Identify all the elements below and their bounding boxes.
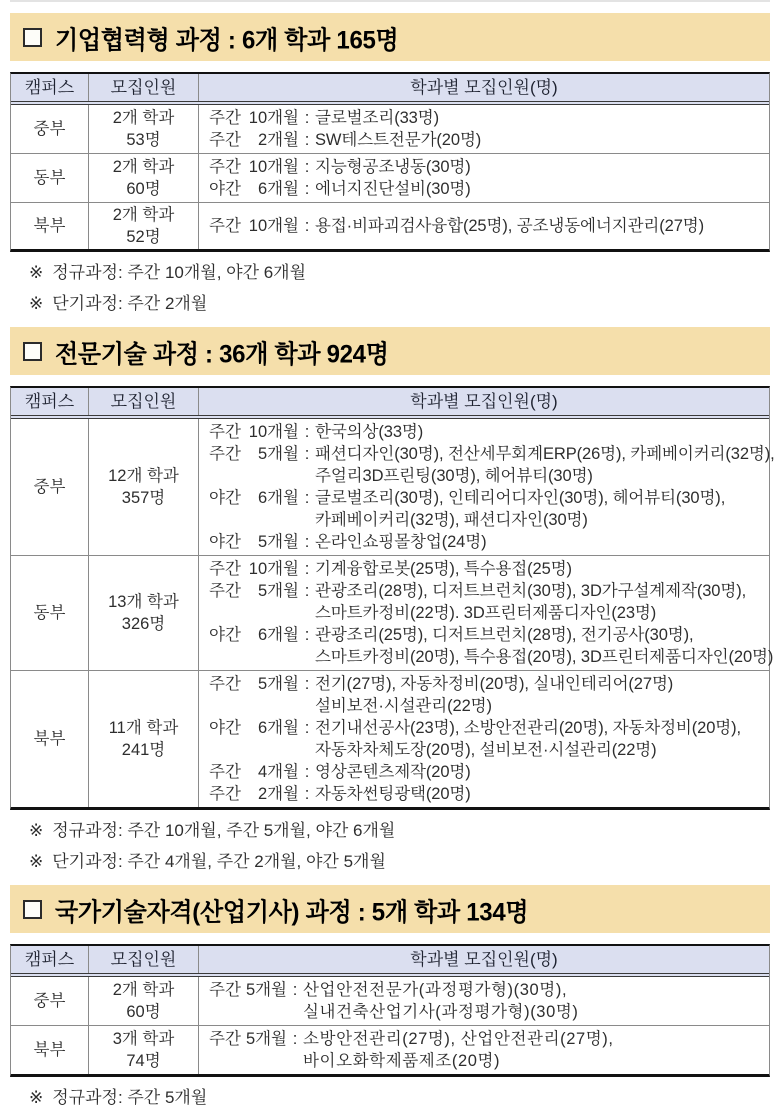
- departments-cell: [199, 203, 769, 249]
- schedule-departments: 소방안전관리(27명), 산업안전관리(27명),: [303, 1030, 614, 1048]
- schedule-line: [209, 1050, 765, 1072]
- capacity-cell: [89, 1026, 199, 1074]
- section-title: 국가기술자격(산업기사) 과정 : 5개 학과 134명: [55, 898, 529, 927]
- schedule-duration: [209, 624, 299, 646]
- schedule-line: [209, 421, 775, 443]
- schedule-line: [209, 673, 765, 695]
- schedule-line: [209, 646, 773, 668]
- schedule-shift: 야간: [209, 180, 241, 198]
- column-header-capacity: 모집인원: [89, 388, 199, 415]
- capacity-cell: [89, 419, 199, 555]
- schedule-departments: 에너지진단설비(30명): [315, 180, 471, 198]
- note-text: 단기과정: 주간 2개월: [52, 294, 208, 313]
- table-row: [11, 202, 769, 249]
- schedule-shift: 주간: [209, 675, 241, 693]
- reference-mark-icon: ※: [29, 294, 44, 313]
- campus-cell: [11, 1026, 89, 1074]
- schedule-months: 6개월: [257, 489, 299, 507]
- table-row: [11, 977, 769, 1025]
- capacity-cell: [89, 977, 199, 1025]
- schedule-colon: :: [304, 109, 310, 127]
- column-header-campus: 캠퍼스: [11, 74, 89, 101]
- table-row: [11, 153, 769, 202]
- campus-name: 동부: [33, 604, 66, 622]
- schedule-colon: :: [304, 423, 310, 441]
- schedule-duration: [209, 531, 299, 553]
- departments-cell: [199, 977, 769, 1025]
- schedule-departments: 실내건축산업기사(과정평가형)(30명): [303, 1003, 579, 1021]
- table-row: [11, 105, 769, 153]
- reference-mark-icon: ※: [29, 263, 44, 282]
- schedule-months: 10개월: [248, 423, 299, 441]
- schedule-departments: 온라인쇼핑몰창업(24명): [315, 533, 487, 551]
- column-header-campus: 캠퍼스: [11, 388, 89, 415]
- capacity-departments: 2개 학과: [112, 109, 175, 127]
- campus-name: 중부: [33, 120, 66, 138]
- schedule-shift: 주간: [209, 1030, 241, 1048]
- column-header-departments: 학과별 모집인원(명): [410, 78, 558, 97]
- schedule-line: [209, 602, 773, 624]
- recruitment-table: [10, 944, 770, 1077]
- table-row: [11, 670, 769, 807]
- campus-cell: [11, 203, 89, 249]
- schedule-colon: :: [304, 719, 310, 737]
- section-notes: [10, 1087, 770, 1109]
- section-title: 기업협력형 과정 : 6개 학과 165명: [55, 26, 399, 55]
- schedule-colon: :: [304, 560, 310, 578]
- schedule-line: [209, 465, 775, 487]
- schedule-months: 6개월: [257, 626, 299, 644]
- table-row: [11, 419, 775, 555]
- table-header-row: [11, 74, 769, 105]
- schedule-months: 5개월: [245, 981, 287, 999]
- table-header-row: [11, 388, 769, 419]
- schedule-shift: 야간: [209, 626, 241, 644]
- schedule-shift: 주간: [209, 109, 241, 127]
- column-header-campus: 캠퍼스: [11, 946, 89, 973]
- table-row: [11, 1025, 769, 1074]
- capacity-cell: [89, 105, 199, 153]
- schedule-line: [209, 107, 765, 129]
- schedule-line: [209, 717, 765, 739]
- capacity-students: 60명: [126, 1003, 161, 1021]
- schedule-months: 2개월: [257, 131, 299, 149]
- column-header-departments: 학과별 모집인원(명): [410, 392, 558, 411]
- note-line: [29, 1087, 770, 1109]
- schedule-departments: 카페베이커리(32명), 패션디자인(30명): [315, 511, 588, 529]
- capacity-cell: [89, 154, 199, 202]
- schedule-departments: 자동차썬팅광택(20명): [315, 785, 471, 803]
- schedule-duration: [209, 107, 299, 129]
- schedule-shift: 주간: [209, 445, 241, 463]
- schedule-colon: :: [304, 158, 310, 176]
- column-header-capacity: 모집인원: [89, 74, 199, 101]
- schedule-duration: [209, 421, 299, 443]
- schedule-departments: 산업안전전문가(과정평가형)(30명),: [303, 981, 568, 999]
- schedule-colon: :: [304, 533, 310, 551]
- schedule-departments: 패션디자인(30명), 전산세무회계ERP(26명), 카페베이커리(32명),: [315, 445, 775, 463]
- schedule-line: [209, 178, 765, 200]
- campus-cell: [11, 977, 89, 1025]
- note-text: 단기과정: 주간 4개월, 주간 2개월, 야간 5개월: [52, 852, 386, 871]
- campus-cell: [11, 671, 89, 807]
- departments-cell: [199, 1026, 769, 1074]
- schedule-departments: 한국의상(33명): [315, 423, 424, 441]
- recruitment-table: [10, 72, 770, 252]
- schedule-duration: [209, 215, 299, 237]
- schedule-duration: [209, 783, 299, 805]
- schedule-colon: :: [304, 763, 310, 781]
- schedule-shift: 주간: [209, 158, 241, 176]
- schedule-departments: 바이오화학제품제조(20명): [303, 1052, 501, 1070]
- departments-cell: [199, 419, 779, 555]
- schedule-line: [209, 531, 775, 553]
- schedule-shift: 야간: [209, 719, 241, 737]
- section-title-bar: [10, 327, 770, 375]
- schedule-line: [209, 624, 773, 646]
- campus-cell: [11, 154, 89, 202]
- capacity-cell: [89, 671, 199, 807]
- schedule-months: 5개월: [257, 582, 299, 600]
- schedule-colon: :: [304, 626, 310, 644]
- schedule-duration: [209, 487, 299, 509]
- table-row: [11, 555, 774, 670]
- capacity-departments: 2개 학과: [112, 981, 175, 999]
- schedule-line: [209, 739, 765, 761]
- schedule-line: [209, 129, 765, 151]
- campus-name: 중부: [33, 992, 66, 1010]
- schedule-shift: 주간: [209, 217, 241, 235]
- schedule-duration: [209, 673, 299, 695]
- departments-cell: [199, 671, 769, 807]
- capacity-cell: [89, 203, 199, 249]
- schedule-shift: 주간: [209, 763, 241, 781]
- table-body: [11, 977, 769, 1074]
- schedule-duration: [209, 443, 299, 465]
- capacity-students: 241명: [121, 741, 166, 759]
- schedule-duration: [209, 580, 299, 602]
- schedule-months: 5개월: [257, 533, 299, 551]
- schedule-colon: :: [304, 675, 310, 693]
- schedule-months: 6개월: [257, 180, 299, 198]
- capacity-students: 357명: [121, 489, 166, 507]
- schedule-shift: 주간: [209, 582, 241, 600]
- campus-name: 북부: [33, 1041, 66, 1059]
- schedule-departments: 용접·비파괴검사융합(25명), 공조냉동에너지관리(27명): [315, 217, 705, 235]
- section-title: 전문기술 과정 : 36개 학과 924명: [55, 340, 389, 369]
- schedule-months: 5개월: [257, 445, 299, 463]
- schedule-departments: 관광조리(28명), 디저트브런치(30명), 3D가구설계제작(30명),: [315, 582, 747, 600]
- section-notes: [10, 820, 770, 873]
- schedule-shift: 주간: [209, 560, 241, 578]
- note-line: [29, 293, 770, 315]
- schedule-colon: :: [304, 582, 310, 600]
- schedule-departments: 스마트카정비(20명), 특수용접(20명), 3D프린터제품디자인(20명): [315, 648, 774, 666]
- schedule-months: 5개월: [245, 1030, 287, 1048]
- schedule-departments: 설비보전·시설관리(22명): [315, 697, 492, 715]
- section-title-bar: [10, 13, 770, 61]
- schedule-line: [209, 783, 765, 805]
- note-text: 정규과정: 주간 10개월, 야간 6개월: [52, 263, 307, 282]
- schedule-colon: :: [304, 489, 310, 507]
- table-body: [11, 105, 769, 249]
- recruitment-table: [10, 386, 775, 810]
- capacity-departments: 2개 학과: [112, 206, 175, 224]
- schedule-line: [209, 558, 773, 580]
- schedule-departments: 전기내선공사(23명), 소방안전관리(20명), 자동차정비(20명),: [315, 719, 742, 737]
- campus-name: 북부: [33, 217, 66, 235]
- note-line: [29, 851, 770, 873]
- schedule-departments: 주얼리3D프린팅(30명), 헤어뷰티(30명): [315, 467, 593, 485]
- note-line: [29, 820, 770, 842]
- table-body: [11, 419, 775, 807]
- schedule-line: [209, 156, 765, 178]
- schedule-duration: [209, 129, 299, 151]
- schedule-duration: [209, 717, 299, 739]
- schedule-shift: 야간: [209, 533, 241, 551]
- campus-cell: [11, 556, 89, 670]
- schedule-colon: :: [304, 180, 310, 198]
- schedule-duration: [209, 178, 299, 200]
- schedule-duration: [209, 156, 299, 178]
- schedule-departments: 글로벌조리(30명), 인테리어디자인(30명), 헤어뷰티(30명),: [315, 489, 726, 507]
- column-header-capacity: 모집인원: [89, 946, 199, 973]
- schedule-line: [209, 509, 775, 531]
- schedule-months: 2개월: [257, 785, 299, 803]
- schedule-months: 10개월: [248, 560, 299, 578]
- note-text: 정규과정: 주간 5개월: [52, 1088, 208, 1107]
- schedule-departments: 스마트카정비(22명). 3D프린터제품디자인(23명): [315, 604, 657, 622]
- departments-cell: [199, 105, 769, 153]
- schedule-departments: 글로벌조리(33명): [315, 109, 439, 127]
- note-line: [29, 262, 770, 284]
- course-section: [10, 885, 770, 1109]
- schedule-departments: 관광조리(25명), 디저트브런치(28명), 전기공사(30명),: [315, 626, 694, 644]
- capacity-departments: 3개 학과: [112, 1030, 175, 1048]
- schedule-months: 4개월: [257, 763, 299, 781]
- schedule-duration: [209, 761, 299, 783]
- course-section: [10, 327, 775, 873]
- schedule-months: 10개월: [248, 109, 299, 127]
- schedule-shift: 주간: [209, 423, 241, 441]
- schedule-line: [209, 979, 765, 1001]
- capacity-departments: 2개 학과: [112, 158, 175, 176]
- capacity-cell: [89, 556, 199, 670]
- schedule-departments: 기계융합로봇(25명), 특수용접(25명): [315, 560, 572, 578]
- schedule-duration: [209, 1028, 287, 1050]
- course-section: [10, 13, 770, 315]
- table-header-row: [11, 946, 769, 977]
- schedule-departments: SW테스트전문가(20명): [315, 131, 482, 149]
- schedule-months: 10개월: [248, 158, 299, 176]
- campus-name: 중부: [33, 478, 66, 496]
- schedule-line: [209, 695, 765, 717]
- column-header-departments: 학과별 모집인원(명): [410, 950, 558, 969]
- departments-cell: [199, 154, 769, 202]
- schedule-departments: 지능형공조냉동(30명): [315, 158, 471, 176]
- square-bullet-icon: [23, 342, 42, 361]
- schedule-line: [209, 580, 773, 602]
- capacity-students: 53명: [126, 131, 161, 149]
- campus-name: 북부: [33, 730, 66, 748]
- schedule-departments: 자동차차체도장(20명), 설비보전·시설관리(22명): [315, 741, 657, 759]
- schedule-shift: 주간: [209, 131, 241, 149]
- schedule-months: 5개월: [257, 675, 299, 693]
- campus-name: 동부: [33, 169, 66, 187]
- section-notes: [10, 262, 770, 315]
- schedule-shift: 야간: [209, 489, 241, 507]
- note-text: 정규과정: 주간 10개월, 주간 5개월, 야간 6개월: [52, 821, 396, 840]
- schedule-colon: :: [304, 445, 310, 463]
- capacity-students: 326명: [121, 615, 166, 633]
- schedule-duration: [209, 979, 287, 1001]
- schedule-duration: [209, 558, 299, 580]
- capacity-departments: 11개 학과: [108, 719, 179, 737]
- schedule-months: 6개월: [257, 719, 299, 737]
- square-bullet-icon: [23, 900, 42, 919]
- schedule-line: [209, 761, 765, 783]
- capacity-students: 60명: [126, 180, 161, 198]
- schedule-line: [209, 487, 775, 509]
- schedule-colon: :: [304, 785, 310, 803]
- campus-cell: [11, 105, 89, 153]
- reference-mark-icon: ※: [29, 821, 44, 840]
- schedule-colon: :: [304, 217, 310, 235]
- capacity-departments: 12개 학과: [108, 467, 179, 485]
- capacity-students: 74명: [126, 1052, 161, 1070]
- schedule-months: 10개월: [248, 217, 299, 235]
- capacity-departments: 13개 학과: [108, 593, 179, 611]
- reference-mark-icon: ※: [29, 1088, 44, 1107]
- schedule-departments: 영상콘텐츠제작(20명): [315, 763, 471, 781]
- schedule-line: [209, 443, 775, 465]
- schedule-line: [209, 215, 765, 237]
- section-title-bar: [10, 885, 770, 933]
- schedule-line: [209, 1001, 765, 1023]
- departments-cell: [199, 556, 777, 670]
- campus-cell: [11, 419, 89, 555]
- schedule-colon: :: [292, 981, 298, 999]
- schedule-shift: 주간: [209, 981, 241, 999]
- schedule-shift: 주간: [209, 785, 241, 803]
- capacity-students: 52명: [126, 228, 161, 246]
- schedule-line: [209, 1028, 765, 1050]
- square-bullet-icon: [23, 28, 42, 47]
- reference-mark-icon: ※: [29, 852, 44, 871]
- schedule-colon: :: [304, 131, 310, 149]
- schedule-departments: 전기(27명), 자동차정비(20명), 실내인테리어(27명): [315, 675, 674, 693]
- schedule-colon: :: [292, 1030, 298, 1048]
